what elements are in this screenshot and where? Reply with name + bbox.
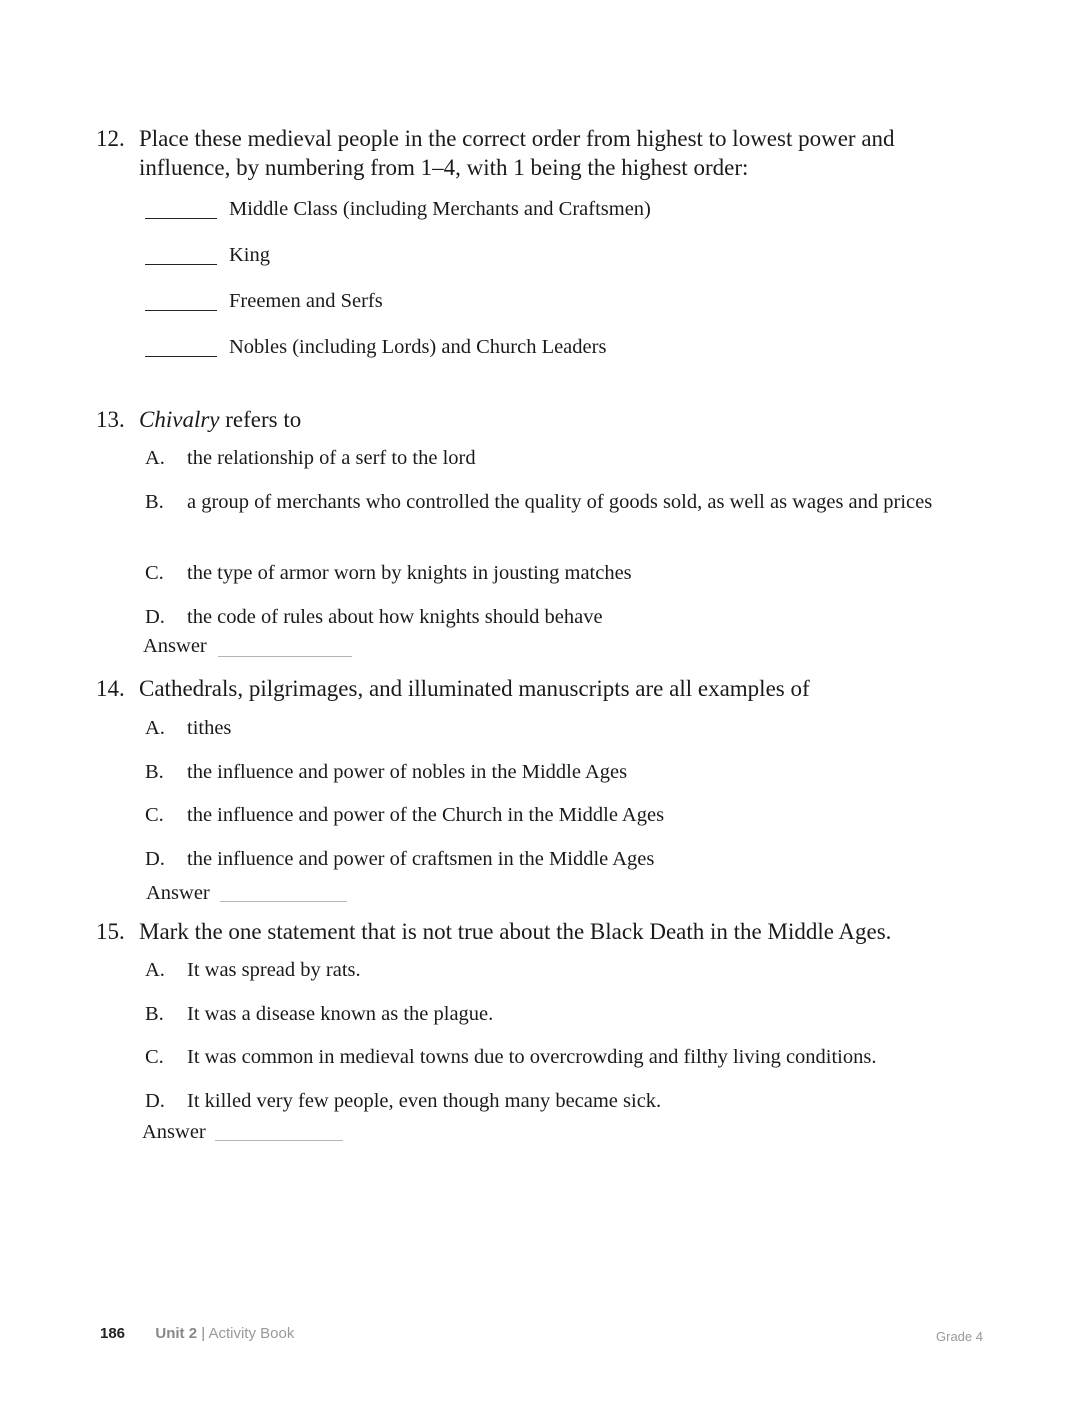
question-13-option-b-letter: B. xyxy=(145,491,164,513)
question-13-text xyxy=(139,405,301,434)
unit-label: Unit 2 xyxy=(155,1325,198,1342)
question-14-option-d-text: the influence and power of craftsmen in the Middle Ages xyxy=(187,848,655,870)
question-15-option-c-letter: C. xyxy=(145,1046,164,1068)
question-15-option-a-letter: A. xyxy=(145,959,165,981)
question-15-option-d-letter: D. xyxy=(145,1090,165,1112)
rank-blank-3[interactable] xyxy=(145,310,217,311)
question-15-answer-label: Answer xyxy=(142,1121,206,1143)
question-13-option-a-text: the relationship of a serf to the lord xyxy=(187,447,476,469)
rank-item-nobles-church: Nobles (including Lords) and Church Leaders xyxy=(229,336,607,358)
question-15-option-d-text: It killed very few people, even though many became sick. xyxy=(187,1090,662,1112)
question-13-option-c-letter: C. xyxy=(145,562,164,584)
rank-blank-2[interactable] xyxy=(145,264,217,265)
question-15-option-b-text: It was a disease known as the plague. xyxy=(187,1003,494,1025)
question-15-option-a-text: It was spread by rats. xyxy=(187,959,361,981)
question-13-option-d-text: the code of rules about how knights should behave xyxy=(187,606,603,628)
page-number: 186 xyxy=(100,1325,126,1342)
question-14-answer-field[interactable] xyxy=(220,901,347,902)
question-15-option-b-letter: B. xyxy=(145,1003,164,1025)
question-13-option-a-letter: A. xyxy=(145,447,165,469)
question-14-option-a-letter: A. xyxy=(145,717,165,739)
question-13-number: 13. xyxy=(96,407,125,432)
rank-blank-1[interactable] xyxy=(145,218,217,219)
rank-item-freemen-serfs: Freemen and Serfs xyxy=(229,290,383,312)
question-13-option-c-text: the type of armor worn by knights in jousting matches xyxy=(187,562,632,584)
question-14-option-d-letter: D. xyxy=(145,848,165,870)
question-13-answer-field[interactable] xyxy=(218,656,352,657)
question-12-number: 12. xyxy=(96,126,125,151)
rank-blank-4[interactable] xyxy=(145,356,217,357)
question-14-number: 14. xyxy=(96,676,125,701)
question-15-text: Mark the one statement that is not true about the Black Death in the Middle Ages. xyxy=(139,919,892,944)
book-title: Activity Book xyxy=(208,1325,295,1342)
question-13-answer-label: Answer xyxy=(143,635,207,657)
question-15-answer-field[interactable] xyxy=(215,1140,343,1141)
question-13-term: Chivalry xyxy=(139,407,220,432)
footer xyxy=(100,1325,294,1343)
rank-item-king: King xyxy=(229,244,270,266)
question-14-option-a-text: tithes xyxy=(187,717,232,739)
question-14-option-c-letter: C. xyxy=(145,804,164,826)
question-15-number: 15. xyxy=(96,919,125,944)
question-12-text: Place these medieval people in the correct order from highest to lowest power and influence, by numbering from 1–4, with 1 being the highest order: xyxy=(139,126,895,180)
question-15-option-c-text: It was common in medieval towns due to overcrowding and filthy living conditions. xyxy=(187,1046,877,1068)
question-14-answer-label: Answer xyxy=(146,882,210,904)
grade-label: Grade 4 xyxy=(936,1329,983,1344)
question-13-text-rest: refers to xyxy=(219,407,302,432)
question-14-option-b-text: the influence and power of nobles in the Middle Ages xyxy=(187,761,628,783)
rank-item-middle-class: Middle Class (including Merchants and Craftsmen) xyxy=(229,198,651,220)
question-14-text: Cathedrals, pilgrimages, and illuminated manuscripts are all examples of xyxy=(139,676,810,701)
question-13-option-d-letter: D. xyxy=(145,606,165,628)
question-13-option-b-text: a group of merchants who controlled the quality of goods sold, as well as wages and prices xyxy=(187,491,933,513)
question-14-option-b-letter: B. xyxy=(145,761,164,783)
question-14-option-c-text: the influence and power of the Church in the Middle Ages xyxy=(187,804,665,826)
footer-separator: | xyxy=(201,1325,206,1342)
